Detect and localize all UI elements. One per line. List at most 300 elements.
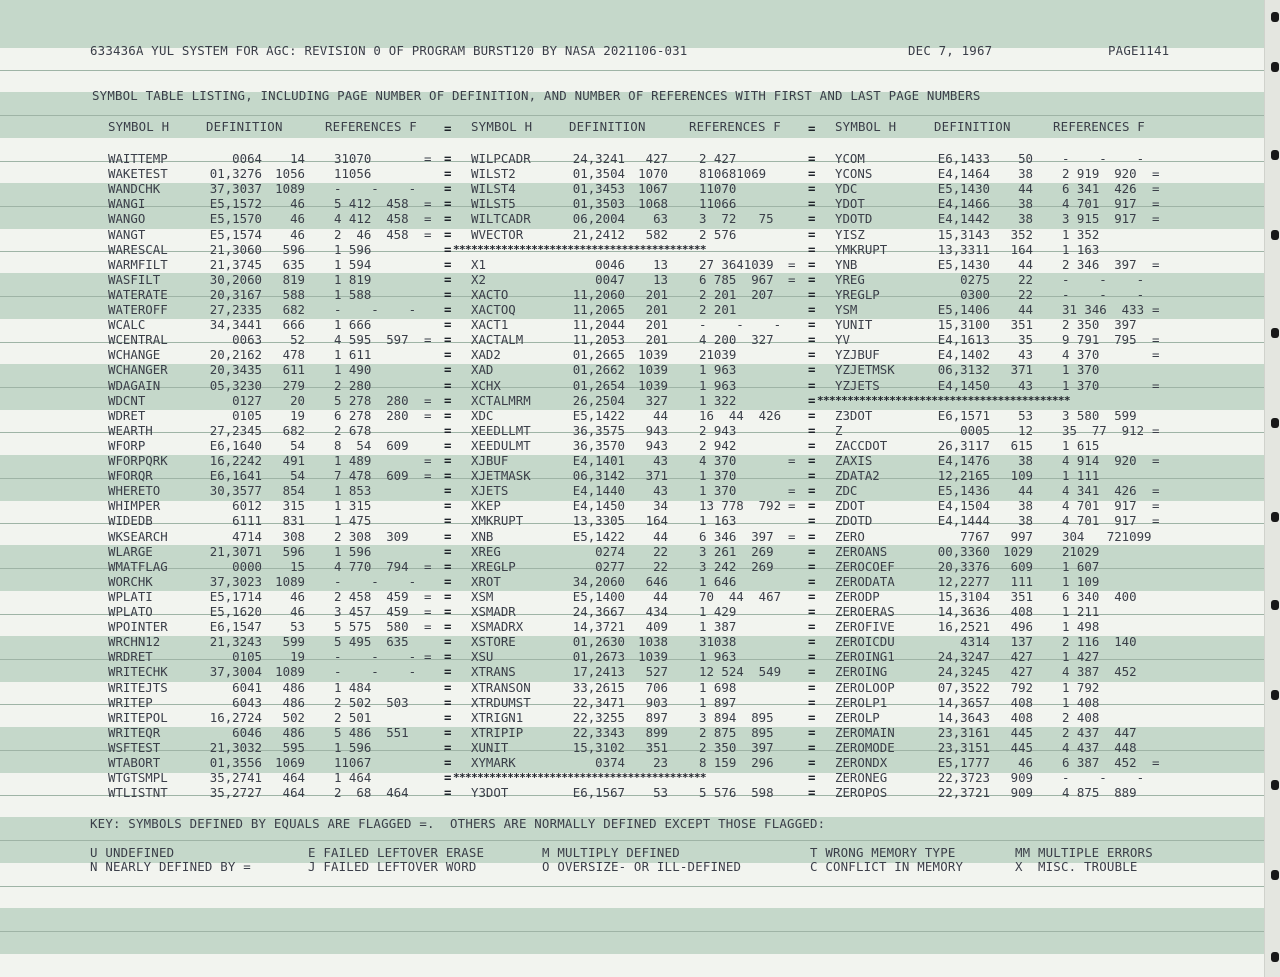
definition-page: 201	[645, 286, 668, 302]
definition-page: 54	[290, 468, 305, 484]
reference-range: 21029	[1062, 543, 1100, 559]
col-header-definition: DEFINITION	[569, 119, 646, 134]
separator-stars: ******************************************	[817, 394, 1070, 407]
symbol-name: WTLISTNT	[108, 785, 168, 801]
column-separator: =	[808, 528, 816, 544]
symbol-name: XREGLP	[471, 558, 516, 574]
feed-hole	[1271, 870, 1279, 880]
symbol-name: XACTO	[471, 286, 509, 302]
definition-page: 22	[1018, 271, 1033, 287]
definition-address: 37,3023	[209, 573, 262, 589]
reference-range: 2 502 503	[334, 694, 409, 710]
definition-page: 44	[1018, 181, 1033, 197]
reference-range: 8 54 609	[334, 437, 409, 453]
reference-range: 2 201 207	[699, 286, 774, 302]
reference-range: 1 322	[699, 392, 737, 408]
reference-range: 7 478 609	[334, 468, 409, 484]
symbol-name: WANDCHK	[108, 181, 161, 197]
column-separator: =	[808, 498, 816, 514]
reference-range: 2 350 397	[699, 739, 774, 755]
reference-range: 2 308 309	[334, 528, 409, 544]
definition-page: 44	[1018, 483, 1033, 499]
reference-range: 4 370	[699, 453, 737, 468]
column-separator: =	[808, 453, 816, 468]
column-separator: =	[444, 151, 452, 166]
column-separator: =	[808, 407, 816, 423]
reference-range: 1 429	[699, 604, 737, 619]
equals-flag: =	[1152, 483, 1160, 499]
definition-address: 15,3100	[937, 317, 990, 333]
table-row	[0, 362, 1190, 377]
column-separator: =	[444, 453, 452, 468]
column-separator: =	[808, 121, 816, 136]
symbol-name: XSTORE	[471, 634, 516, 650]
definition-address: 27,2345	[209, 422, 262, 438]
symbol-name: ZEROMAIN	[835, 724, 895, 740]
reference-range: 6 341 426	[1062, 181, 1137, 197]
symbol-name: WILST5	[471, 196, 516, 212]
symbol-name: XSM	[471, 588, 494, 604]
reference-range: 3 894 895	[699, 709, 774, 725]
definition-address: 13,3311	[937, 241, 990, 257]
column-separator: =	[444, 392, 452, 408]
equals-flag: =	[424, 604, 432, 619]
definition-page: 408	[1010, 694, 1033, 710]
definition-page: 445	[1010, 724, 1033, 740]
definition-address: 36,3570	[572, 437, 625, 453]
column-separator: =	[444, 483, 452, 499]
table-row	[0, 317, 1190, 332]
reference-range: 4 875 889	[1062, 785, 1137, 801]
table-row	[0, 513, 1190, 528]
reference-range: 2 943	[699, 422, 737, 438]
reference-range: 6 346 397	[699, 528, 774, 544]
symbol-name: ZEROPOS	[835, 785, 888, 801]
definition-address: 34,2060	[572, 573, 625, 589]
definition-page: 19	[290, 407, 305, 423]
definition-address: 33,2615	[572, 679, 625, 695]
definition-page: 599	[282, 634, 305, 650]
table-row	[0, 272, 1190, 287]
column-separator: =	[444, 302, 452, 317]
reference-range: 3 242 269	[699, 558, 774, 574]
definition-address: E6,1640	[209, 437, 262, 453]
definition-address: 0063	[232, 332, 262, 348]
definition-address: E5,1572	[209, 196, 262, 212]
reference-range: 35 77 912	[1062, 422, 1145, 438]
definition-page: 53	[653, 785, 668, 801]
reference-range: 12 524 549	[699, 664, 782, 680]
legend-item: O OVERSIZE- OR ILL-DEFINED	[542, 859, 742, 874]
definition-address: 21,2412	[572, 226, 625, 242]
equals-flag: =	[424, 226, 432, 242]
reference-range: 11066	[699, 196, 737, 212]
definition-address: 35,2741	[209, 770, 262, 786]
table-row	[0, 755, 1190, 770]
symbol-name: XTRIGN1	[471, 709, 524, 725]
column-separator: =	[444, 588, 452, 604]
equals-flag: =	[788, 528, 796, 544]
reference-range: 9 791 795	[1062, 332, 1137, 348]
definition-address: 30,3577	[209, 483, 262, 499]
symbol-name: WANGT	[108, 226, 146, 242]
col-header-symbol: SYMBOL H	[108, 119, 170, 134]
definition-page: 22	[653, 558, 668, 574]
table-row	[0, 196, 1190, 211]
definition-address: 21,3032	[209, 739, 262, 755]
definition-page: 279	[282, 377, 305, 393]
definition-page: 434	[645, 604, 668, 619]
reference-range: 1 666	[334, 317, 372, 333]
definition-page: 1067	[638, 181, 668, 197]
definition-page: 682	[282, 422, 305, 438]
table-row	[0, 347, 1190, 362]
equals-flag: =	[424, 453, 432, 468]
equals-flag: =	[1152, 196, 1160, 212]
definition-address: E4,1440	[572, 483, 625, 499]
reference-range: 4 701 917	[1062, 513, 1137, 529]
symbol-name: WILST2	[471, 166, 516, 182]
paper-rule	[0, 931, 1265, 932]
definition-address: 0046	[595, 256, 625, 272]
table-row	[0, 423, 1190, 438]
symbol-name: ZACCDOT	[835, 437, 888, 453]
symbol-name: WRITEPOL	[108, 709, 168, 725]
equals-flag: =	[424, 407, 432, 423]
definition-page: 13	[653, 256, 668, 272]
definition-address: 14,3721	[572, 619, 625, 635]
symbol-name: XJETS	[471, 483, 509, 499]
definition-address: 0127	[232, 392, 262, 408]
symbol-name: ZDOTD	[835, 513, 873, 529]
definition-page: 46	[290, 196, 305, 212]
symbol-name: WRITEJTS	[108, 679, 168, 695]
reference-range: 1 370	[1062, 377, 1100, 393]
definition-page: 308	[282, 528, 305, 544]
column-separator: =	[808, 543, 816, 559]
column-separator: =	[444, 739, 452, 755]
column-separator: =	[444, 347, 452, 363]
reference-range: 5 495 635	[334, 634, 409, 650]
symbol-name: WASFILT	[108, 271, 161, 287]
reference-range: - - -	[334, 181, 417, 197]
definition-address: 20,2162	[209, 347, 262, 363]
col-header-definition: DEFINITION	[934, 119, 1011, 134]
listing-date: DEC 7, 1967	[908, 43, 993, 58]
reference-range: 1 490	[334, 362, 372, 378]
definition-page: 44	[1018, 256, 1033, 272]
definition-address: 01,2673	[572, 649, 625, 665]
paper-rule	[0, 115, 1265, 116]
feed-hole	[1271, 230, 1279, 240]
symbol-name: WVECTOR	[471, 226, 524, 242]
reference-range: 31038	[699, 634, 737, 650]
symbol-name: ZEROLP1	[835, 694, 888, 710]
definition-page: 1089	[275, 573, 305, 589]
symbol-name: WANGO	[108, 211, 146, 227]
column-separator: =	[808, 392, 816, 408]
definition-address: 11,2053	[572, 332, 625, 348]
equals-flag: =	[1152, 166, 1160, 182]
definition-page: 943	[645, 437, 668, 453]
column-separator: =	[808, 377, 816, 393]
reference-range: 1 611	[334, 347, 372, 363]
equals-flag: =	[424, 196, 432, 212]
column-separator: =	[808, 437, 816, 453]
definition-page: 527	[645, 664, 668, 680]
definition-address: 22,3721	[937, 785, 990, 801]
symbol-name: WDRET	[108, 407, 146, 423]
symbol-name: ZEROLP	[835, 709, 880, 725]
definition-address: 0300	[960, 286, 990, 302]
reference-range: 6 340 400	[1062, 588, 1137, 604]
reference-range: 810681069	[699, 166, 767, 182]
definition-address: 22,3471	[572, 694, 625, 710]
column-separator: =	[808, 679, 816, 695]
separator-stars: ******************************************	[453, 772, 706, 785]
reference-range: 6 387 452	[1062, 755, 1137, 770]
definition-address: 0374	[595, 755, 625, 770]
symbol-name: XUNIT	[471, 739, 509, 755]
reference-range: 1 211	[1062, 604, 1100, 619]
definition-address: 21,3071	[209, 543, 262, 559]
column-separator: =	[808, 468, 816, 484]
definition-page: 38	[1018, 498, 1033, 514]
table-row	[0, 589, 1190, 604]
symbol-name: ZDC	[835, 483, 858, 499]
symbol-name: XSMADRX	[471, 619, 524, 635]
symbol-name: ZEROING1	[835, 649, 895, 665]
equals-flag: =	[1152, 181, 1160, 197]
definition-page: 34	[653, 498, 668, 514]
reference-range: 13 778 792	[699, 498, 782, 514]
column-separator: =	[808, 226, 816, 242]
definition-page: 351	[1010, 317, 1033, 333]
equals-flag: =	[788, 271, 796, 287]
definition-address: E5,1430	[937, 181, 990, 197]
reference-range: 3 261 269	[699, 543, 774, 559]
reference-range: 1 853	[334, 483, 372, 499]
column-separator: =	[444, 286, 452, 302]
definition-page: 12	[1018, 422, 1033, 438]
equals-flag: =	[1152, 377, 1160, 393]
column-separator: =	[444, 513, 452, 529]
definition-page: 897	[645, 709, 668, 725]
reference-range: 1 489	[334, 453, 372, 468]
table-row	[0, 438, 1190, 453]
reference-range: 2 576	[699, 226, 737, 242]
reference-range: 31 346 433	[1062, 302, 1145, 317]
table-row	[0, 483, 1190, 498]
definition-address: 11,2044	[572, 317, 625, 333]
column-separator: =	[444, 422, 452, 438]
reference-range: 27 3641039	[699, 256, 774, 272]
definition-page: 111	[1010, 573, 1033, 589]
symbol-name: WFORQR	[108, 468, 153, 484]
definition-address: 6111	[232, 513, 262, 529]
reference-range: - - -	[334, 649, 417, 665]
table-row	[0, 332, 1190, 347]
reference-range: 6 785 967	[699, 271, 774, 287]
definition-page: 46	[290, 588, 305, 604]
equals-flag: =	[1152, 332, 1160, 348]
equals-flag: =	[1152, 755, 1160, 770]
reference-range: 4 770 794	[334, 558, 409, 574]
definition-page: 1039	[638, 377, 668, 393]
column-separator: =	[808, 694, 816, 710]
column-separator: =	[808, 347, 816, 363]
symbol-name: WCHANGER	[108, 362, 168, 378]
symbol-name: XDC	[471, 407, 494, 423]
definition-page: 478	[282, 347, 305, 363]
definition-address: 23,3161	[937, 724, 990, 740]
definition-address: E5,1574	[209, 226, 262, 242]
definition-page: 706	[645, 679, 668, 695]
reference-range: 3 457 459	[334, 604, 409, 619]
equals-flag: =	[788, 256, 796, 272]
symbol-name: WORCHK	[108, 573, 153, 589]
table-row	[0, 378, 1190, 393]
definition-address: 6046	[232, 724, 262, 740]
definition-page: 14	[290, 151, 305, 166]
symbol-name: XSU	[471, 649, 494, 665]
symbol-name: WDCNT	[108, 392, 146, 408]
definition-address: 21,3745	[209, 256, 262, 272]
symbol-name: XEEDLLMT	[471, 422, 531, 438]
column-separator: =	[444, 271, 452, 287]
definition-address: 20,3435	[209, 362, 262, 378]
column-separator: =	[808, 619, 816, 635]
legend-item: MM MULTIPLE ERRORS	[1015, 845, 1153, 860]
equals-flag: =	[424, 558, 432, 574]
symbol-name: XYMARK	[471, 755, 516, 770]
symbol-name: WPLATI	[108, 588, 153, 604]
reference-range: 1 163	[1062, 241, 1100, 257]
reference-range: 1 963	[699, 649, 737, 665]
definition-page: 596	[282, 241, 305, 257]
column-separator: =	[808, 724, 816, 740]
column-separator: =	[808, 241, 816, 257]
reference-range: 1 498	[1062, 619, 1100, 635]
definition-address: 0105	[232, 407, 262, 423]
symbol-name: YSM	[835, 302, 858, 317]
symbol-name: XACTOQ	[471, 302, 516, 317]
definition-address: 37,3004	[209, 664, 262, 680]
table-row	[0, 211, 1190, 226]
table-row	[0, 649, 1190, 664]
legend-item: J FAILED LEFTOVER WORD	[308, 859, 477, 874]
definition-address: 01,3276	[209, 166, 262, 182]
column-separator: =	[444, 724, 452, 740]
symbol-name: XREG	[471, 543, 501, 559]
definition-address: E4,1450	[572, 498, 625, 514]
column-separator: =	[444, 121, 452, 136]
column-separator: =	[444, 634, 452, 650]
definition-address: 0275	[960, 271, 990, 287]
definition-address: 34,3441	[209, 317, 262, 333]
symbol-name: WKSEARCH	[108, 528, 168, 544]
definition-address: E5,1436	[937, 483, 990, 499]
symbol-name: WCHANGE	[108, 347, 161, 363]
definition-page: 352	[1010, 226, 1033, 242]
definition-page: 1056	[275, 166, 305, 182]
definition-page: 596	[282, 543, 305, 559]
definition-page: 635	[282, 256, 305, 272]
definition-page: 464	[282, 785, 305, 801]
definition-page: 819	[282, 271, 305, 287]
definition-page: 609	[1010, 558, 1033, 574]
definition-address: 4714	[232, 528, 262, 544]
definition-address: E4,1504	[937, 498, 990, 514]
definition-address: 27,2335	[209, 302, 262, 317]
definition-page: 371	[645, 468, 668, 484]
column-separator: =	[808, 151, 816, 166]
symbol-name: WCALC	[108, 317, 146, 333]
symbol-name: WPLATO	[108, 604, 153, 619]
symbol-name: WRITEQR	[108, 724, 161, 740]
definition-address: 0105	[232, 649, 262, 665]
table-row	[0, 785, 1190, 800]
symbol-name: ZEROMODE	[835, 739, 895, 755]
column-separator: =	[444, 785, 452, 801]
definition-address: E5,1430	[937, 256, 990, 272]
reference-range: 8 159 296	[699, 755, 774, 770]
reference-range: 1 352	[1062, 226, 1100, 242]
reference-range: 1 484	[334, 679, 372, 695]
column-separator: =	[444, 181, 452, 197]
definition-page: 44	[1018, 302, 1033, 317]
reference-range: 1 963	[699, 377, 737, 393]
definition-address: E5,1422	[572, 528, 625, 544]
reference-range: 1 370	[1062, 362, 1100, 378]
definition-address: 01,3504	[572, 166, 625, 182]
reference-range: 4 437 448	[1062, 739, 1137, 755]
equals-flag: =	[424, 468, 432, 484]
reference-range: - - -	[334, 573, 417, 589]
symbol-name: WRDRET	[108, 649, 153, 665]
definition-address: 13,3305	[572, 513, 625, 529]
column-separator: =	[808, 196, 816, 212]
symbol-name: WILTCADR	[471, 211, 531, 227]
symbol-name: XCTALMRM	[471, 392, 531, 408]
definition-page: 682	[282, 302, 305, 317]
column-separator: =	[444, 226, 452, 242]
reference-range: 2 201	[699, 302, 737, 317]
definition-address: 16,2242	[209, 453, 262, 468]
listing-title: 633436A YUL SYSTEM FOR AGC: REVISION 0 OF PROGRAM BURST120 BY NASA 2021106-031	[90, 43, 688, 58]
equals-flag: =	[1152, 347, 1160, 363]
symbol-name: YV	[835, 332, 850, 348]
symbol-name: ZEROLOOP	[835, 679, 895, 695]
reference-range: 2 458 459	[334, 588, 409, 604]
symbol-name: YZJBUF	[835, 347, 880, 363]
symbol-name: XTRANSON	[471, 679, 531, 695]
column-separator: =	[444, 437, 452, 453]
definition-address: 26,2504	[572, 392, 625, 408]
table-row	[0, 181, 1190, 196]
definition-address: 12,2277	[937, 573, 990, 589]
definition-page: 666	[282, 317, 305, 333]
definition-address: 6043	[232, 694, 262, 710]
column-separator: =	[444, 543, 452, 559]
definition-address: 36,3575	[572, 422, 625, 438]
equals-flag: =	[788, 453, 796, 468]
definition-page: 46	[1018, 755, 1033, 770]
definition-page: 427	[1010, 664, 1033, 680]
definition-page: 13	[653, 271, 668, 287]
definition-address: 16,2521	[937, 619, 990, 635]
definition-page: 38	[1018, 166, 1033, 182]
